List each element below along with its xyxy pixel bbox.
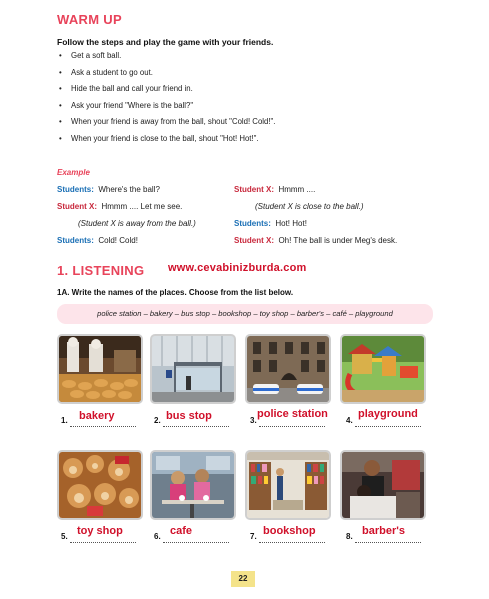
police-station-photo xyxy=(245,334,331,404)
answer-line xyxy=(163,426,229,427)
item-number: 7. xyxy=(250,532,257,541)
item-number: 1. xyxy=(61,416,68,425)
dialogue-line: Students: Where's the ball? xyxy=(57,185,160,194)
list-item: • When your friend is away from the ball, shout "Cold! Cold!". xyxy=(59,117,276,126)
answer-line xyxy=(355,426,421,427)
answer-line xyxy=(163,542,229,543)
dialogue-line: Student X: Hmmm .... Let me see. xyxy=(57,202,183,211)
dialogue-line: Students: Cold! Cold! xyxy=(57,236,138,245)
item-number: 3. xyxy=(250,416,257,425)
list-item: • Get a soft ball. xyxy=(59,51,122,60)
dialogue-line: Students: Hot! Hot! xyxy=(234,219,307,228)
answer-text: playground xyxy=(358,408,418,420)
word-list-box: police station – bakery – bus stop – bookshop – toy shop – barber's – café – playground xyxy=(57,304,433,324)
cafe-photo xyxy=(150,450,236,520)
answer-line xyxy=(355,542,421,543)
bookshop-photo xyxy=(245,450,331,520)
answer-line xyxy=(259,426,325,427)
item-number: 5. xyxy=(61,532,68,541)
list-item: • Hide the ball and call your friend in. xyxy=(59,84,193,93)
answer-text: toy shop xyxy=(77,525,123,537)
answer-line xyxy=(70,542,136,543)
task-instruction: 1A. Write the names of the places. Choose from the list below. xyxy=(57,288,294,297)
answer-text: bakery xyxy=(79,410,115,422)
answer-text: police station xyxy=(257,408,328,420)
item-number: 4. xyxy=(346,416,353,425)
answer-line xyxy=(259,542,325,543)
list-item: • Ask your friend "Where is the ball?" xyxy=(59,100,194,110)
dialogue-line: Student X: Oh! The ball is under Meg's desk. xyxy=(234,236,398,245)
dialogue-line: (Student X is away from the ball.) xyxy=(78,219,196,228)
toy-shop-photo xyxy=(57,450,143,520)
barbers-photo xyxy=(340,450,426,520)
playground-photo xyxy=(340,334,426,404)
answer-text: bookshop xyxy=(263,525,316,537)
list-item: • Ask a student to go out. xyxy=(59,67,153,77)
example-heading: Example xyxy=(57,168,90,177)
steps-list xyxy=(57,51,275,150)
list-item: • When your friend is close to the ball, shout "Hot! Hot!". xyxy=(59,133,259,143)
item-number: 2. xyxy=(154,416,161,425)
answer-text: barber's xyxy=(362,525,405,537)
warm-up-intro: Follow the steps and play the game with your friends. xyxy=(57,37,274,47)
listening-heading: 1. LISTENING xyxy=(57,263,145,278)
bus-stop-photo xyxy=(150,334,236,404)
bakery-photo xyxy=(57,334,143,404)
dialogue-line: Student X: Hmmm .... xyxy=(234,185,316,194)
page-number: 22 xyxy=(231,571,255,587)
item-number: 8. xyxy=(346,532,353,541)
answer-text: bus stop xyxy=(166,410,212,422)
item-number: 6. xyxy=(154,532,161,541)
answer-text: cafe xyxy=(170,525,193,537)
dialogue-line: (Student X is close to the ball.) xyxy=(255,202,364,211)
website-watermark[interactable]: www.cevabinizburda.com xyxy=(168,262,307,274)
answer-line xyxy=(70,426,136,427)
warm-up-heading: WARM UP xyxy=(57,12,122,27)
